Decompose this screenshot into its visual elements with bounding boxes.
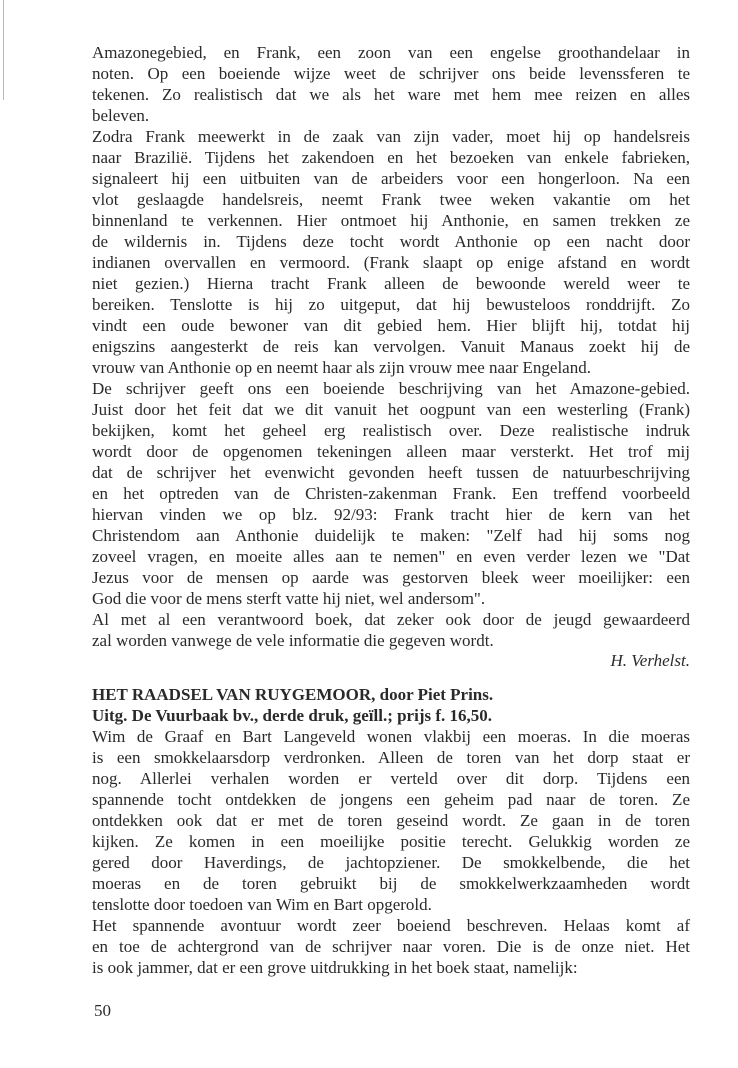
text-line: God die voor de mens sterft vatte hij niet, wel andersom". (92, 589, 486, 608)
paragraph (92, 378, 690, 609)
text-line: Amazonegebied, en Frank, een zoon van een engelse groothandelaar in (92, 43, 690, 62)
text-line: is ook jammer, dat er een grove uitdrukking in het boek staat, namelijk: (92, 958, 578, 977)
text-line: spannende tocht ontdekken de jongens een geheim pad naar de toren. Ze (92, 790, 690, 809)
text-line: wordt door de opgenomen tekeningen alleen maar versterkt. Het trof mij (92, 442, 690, 461)
text-line: bereiken. Tenslotte is hij zo uitgeput, dat hij bewusteloos ronddrijft. Zo (92, 295, 690, 314)
text-line: bekijken, komt het geheel erg realistisch over. Deze realistische indruk (92, 421, 690, 440)
text-line: gered door Haverdings, de jachtopziener. De smokkelbende, die het (92, 853, 690, 872)
text-line: ontdekken ook dat er met de toren geseind wordt. Ze gaan in de toren (92, 811, 690, 830)
text-line: tekenen. Zo realistisch dat we als het ware met hem mee reizen en alles (92, 85, 690, 104)
review-1-body (92, 42, 690, 651)
text-line: kijken. Ze komen in een moeilijke positie terecht. Gelukkig worden ze (92, 832, 690, 851)
text-line: dat de schrijver het evenwicht gevonden heeft tussen de natuurbeschrijving (92, 463, 690, 482)
paragraph (92, 726, 690, 915)
text-line: signaleert hij een uitbuiten van de arbeiders voor een hongerloon. Na een (92, 169, 690, 188)
review-2-body (92, 726, 690, 978)
text-line: vindt een oude bewoner van dit gebied hem. Hier blijft hij, totdat hij (92, 316, 690, 335)
paragraph (92, 42, 690, 126)
text-line: de wildernis in. Tijdens deze tocht wordt Anthonie op een nacht door (92, 232, 690, 251)
text-line: Jezus voor de mensen op aarde was gestorven bleek weer moeilijker: een (92, 568, 690, 587)
review-2-heading (92, 684, 690, 726)
text-line: indianen overvallen en vermoord. (Frank slaapt op enige afstand en wordt (92, 253, 690, 272)
text-line: noten. Op een boeiende wijze weet de schrijver ons beide levenssferen te (92, 64, 690, 83)
page-number: 50 (94, 1001, 111, 1020)
paragraph (92, 915, 690, 978)
text-line: Het spannende avontuur wordt zeer boeiend beschreven. Helaas komt af (92, 916, 690, 935)
text-line: zal worden vanwege de vele informatie die gegeven wordt. (92, 631, 494, 650)
text-line: Juist door het feit dat we dit vanuit het oogpunt van een westerling (Frank) (92, 400, 690, 419)
text-line: enigszins aangesterkt de reis kan vervolgen. Vanuit Manaus zoekt hij de (92, 337, 690, 356)
text-line: beleven. (92, 106, 150, 125)
text-line: en toe de achtergrond van de schrijver naar voren. Die is de onze niet. Het (92, 937, 690, 956)
text-line: Christendom aan Anthonie duidelijk te maken: "Zelf had hij soms nog (92, 526, 690, 545)
text-line: tenslotte door toedoen van Wim en Bart opgerold. (92, 895, 432, 914)
text-line: zoveel vragen, en moeite alles aan te nemen" en even verder lezen we "Dat (92, 547, 690, 566)
text-line: vrouw van Anthonie op en neemt haar als zijn vrouw mee naar Engeland. (92, 358, 591, 377)
text-line: nog. Allerlei verhalen worden er verteld over dit dorp. Tijdens een (92, 769, 690, 788)
text-line: vlot geslaagde handelsreis, neemt Frank twee weken vakantie om het (92, 190, 690, 209)
paragraph (92, 126, 690, 378)
text-line: binnenland te verkennen. Hier ontmoet hij Anthonie, en samen trekken ze (92, 211, 690, 230)
text-line: Zodra Frank meewerkt in de zaak van zijn vader, moet hij op handelsreis (92, 127, 690, 146)
review-1-signature: H. Verhelst. (610, 651, 690, 670)
text-line: hiervan vinden we op blz. 92/93: Frank tracht hier de kern van het (92, 505, 690, 524)
heading-line: HET RAADSEL VAN RUYGEMOOR, door Piet Prins. (92, 685, 494, 704)
text-line: Al met al een verantwoord boek, dat zeker ook door de jeugd gewaardeerd (92, 610, 690, 629)
text-line: en het optreden van de Christen-zakenman Frank. Een treffend voorbeeld (92, 484, 690, 503)
text-line: Wim de Graaf en Bart Langeveld wonen vlakbij een moeras. In die moeras (92, 727, 690, 746)
text-line: De schrijver geeft ons een boeiende beschrijving van het Amazone-gebied. (92, 379, 690, 398)
page-edge (3, 0, 4, 100)
text-line: is een smokkelaarsdorp verdronken. Alleen de toren van het dorp staat er (92, 748, 690, 767)
text-line: niet gezien.) Hierna tracht Frank alleen de bewoonde wereld weer te (92, 274, 690, 293)
heading-line: Uitg. De Vuurbaak bv., derde druk, geïll.; prijs f. 16,50. (92, 706, 493, 725)
text-line: naar Brazilië. Tijdens het zakendoen en het bezoeken van enkele fabrieken, (92, 148, 690, 167)
paragraph (92, 609, 690, 651)
text-line: moeras en de toren gebruikt bij de smokkelwerkzaamheden wordt (92, 874, 690, 893)
